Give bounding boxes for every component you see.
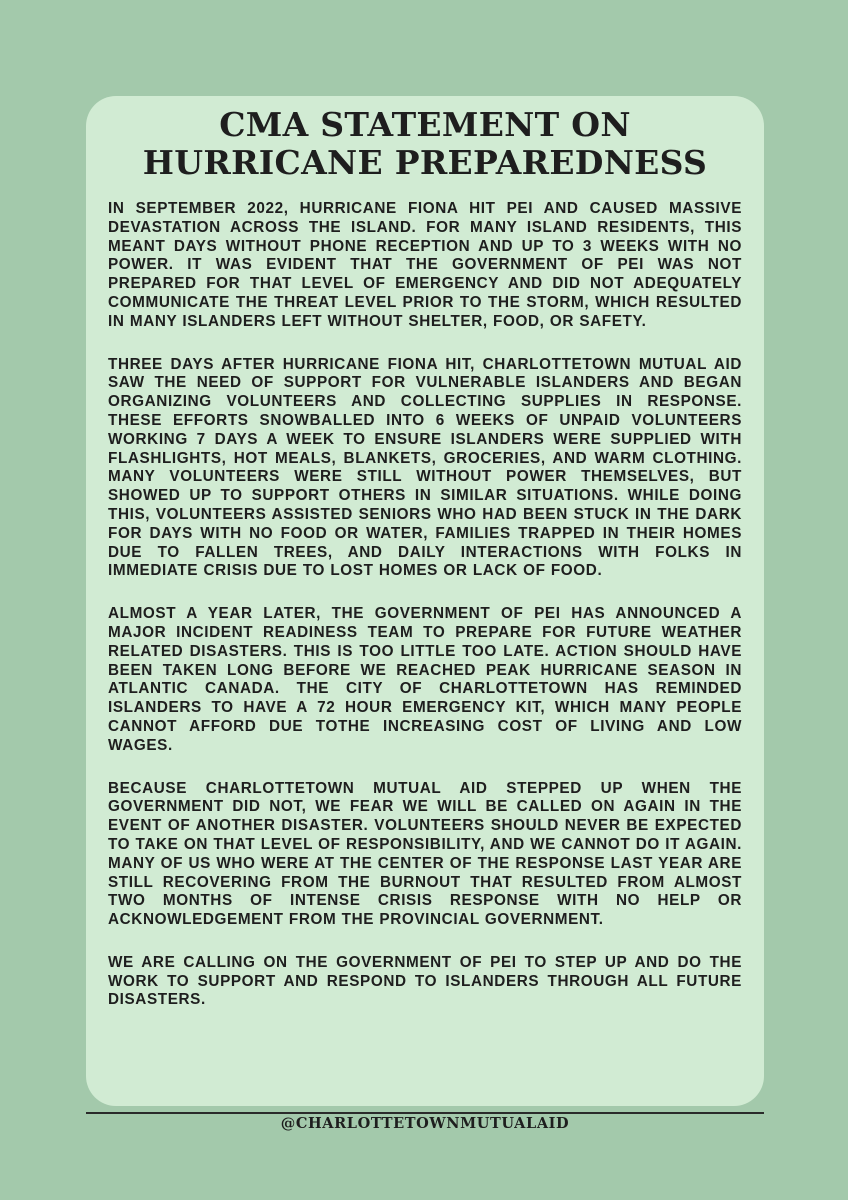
paragraph-2: THREE DAYS AFTER HURRICANE FIONA HIT, CHARLOTTETOWN MUTUAL AID SAW THE NEED OF SUPPORT FOR VULNERABLE ISLANDERS AND BEGAN ORGANIZING VOLUNTEERS AND COLLECTING SUPPLIES IN RESPONSE. THESE EFFORTS SNOWBALLED INTO 6 WEEKS OF UNPAID VOLUNTEERS WORKING 7 DAYS A WEEK TO ENSURE ISLANDERS WERE SUPPLIED WITH FLASHLIGHTS, HOT MEALS, BLANKETS, GROCERIES, AND WARM CLOTHING. MANY VOLUNTEERS WERE STILL WITHOUT POWER THEMSELVES, BUT SHOWED UP TO SUPPORT OTHERS IN SIMILAR SITUATIONS. WHILE DOING THIS, VOLUNTEERS ASSISTED SENIORS WHO HAD BEEN STUCK IN THE DARK FOR DAYS WITH NO FOOD OR WATER, FAMILIES TRAPPED IN THEIR HOMES DUE TO FALLEN TREES, AND DAILY INTERACTIONS WITH FOLKS IN IMMEDIATE CRISIS DUE TO LOST HOMES OR LACK OF FOOD.: [108, 355, 742, 580]
statement-body: [108, 200, 742, 1010]
paragraph-4: BECAUSE CHARLOTTETOWN MUTUAL AID STEPPED UP WHEN THE GOVERNMENT DID NOT, WE FEAR WE WILL BE CALLED ON AGAIN IN THE EVENT OF ANOTHER DISASTER. VOLUNTEERS SHOULD NEVER BE EXPECTED TO TAKE ON THAT LEVEL OF RESPONSIBILITY, AND WE CANNOT DO IT AGAIN. MANY OF US WHO WERE AT THE CENTER OF THE RESPONSE LAST YEAR ARE STILL RECOVERING FROM THE BURNOUT THAT RESULTED FROM ALMOST TWO MONTHS OF INTENSE CRISIS RESPONSE WITH NO HELP OR ACKNOWLEDGEMENT FROM THE PROVINCIAL GOVERNMENT.: [108, 779, 742, 929]
footer-divider: [86, 1112, 764, 1114]
paragraph-3: ALMOST A YEAR LATER, THE GOVERNMENT OF PEI HAS ANNOUNCED A MAJOR INCIDENT READINESS TEAM TO PREPARE FOR FUTURE WEATHER RELATED DISASTERS. THIS IS TOO LITTLE TOO LATE. ACTION SHOULD HAVE BEEN TAKEN LONG BEFORE WE REACHED PEAK HURRICANE SEASON IN ATLANTIC CANADA. THE CITY OF CHARLOTTETOWN HAS REMINDED ISLANDERS TO HAVE A 72 HOUR EMERGENCY KIT, WHICH MANY PEOPLE CANNOT AFFORD DUE TOTHE INCREASING COST OF LIVING AND LOW WAGES.: [108, 605, 742, 754]
paragraph-1: IN SEPTEMBER 2022, HURRICANE FIONA HIT PEI AND CAUSED MASSIVE DEVASTATION ACROSS THE ISLAND. FOR MANY ISLAND RESIDENTS, THIS MEANT DAYS WITHOUT PHONE RECEPTION AND UP TO 3 WEEKS WITH NO POWER. IT WAS EVIDENT THAT THE GOVERNMENT OF PEI WAS NOT PREPARED FOR THAT LEVEL OF EMERGENCY AND DID NOT ADEQUATELY COMMUNICATE THE THREAT LEVEL PRIOR TO THE STORM, WHICH RESULTED IN MANY ISLANDERS LEFT WITHOUT SHELTER, FOOD, OR SAFETY.: [108, 200, 742, 330]
statement-title: CMA STATEMENT ON HURRICANE PREPAREDNESS: [142, 105, 708, 182]
statement-card: [86, 96, 764, 1106]
social-handle: @CHARLOTTETOWNMUTUALAID: [280, 1115, 570, 1132]
paragraph-5: WE ARE CALLING ON THE GOVERNMENT OF PEI TO STEP UP AND DO THE WORK TO SUPPORT AND RESPOND TO ISLANDERS THROUGH ALL FUTURE DISASTERS.: [108, 953, 742, 1009]
